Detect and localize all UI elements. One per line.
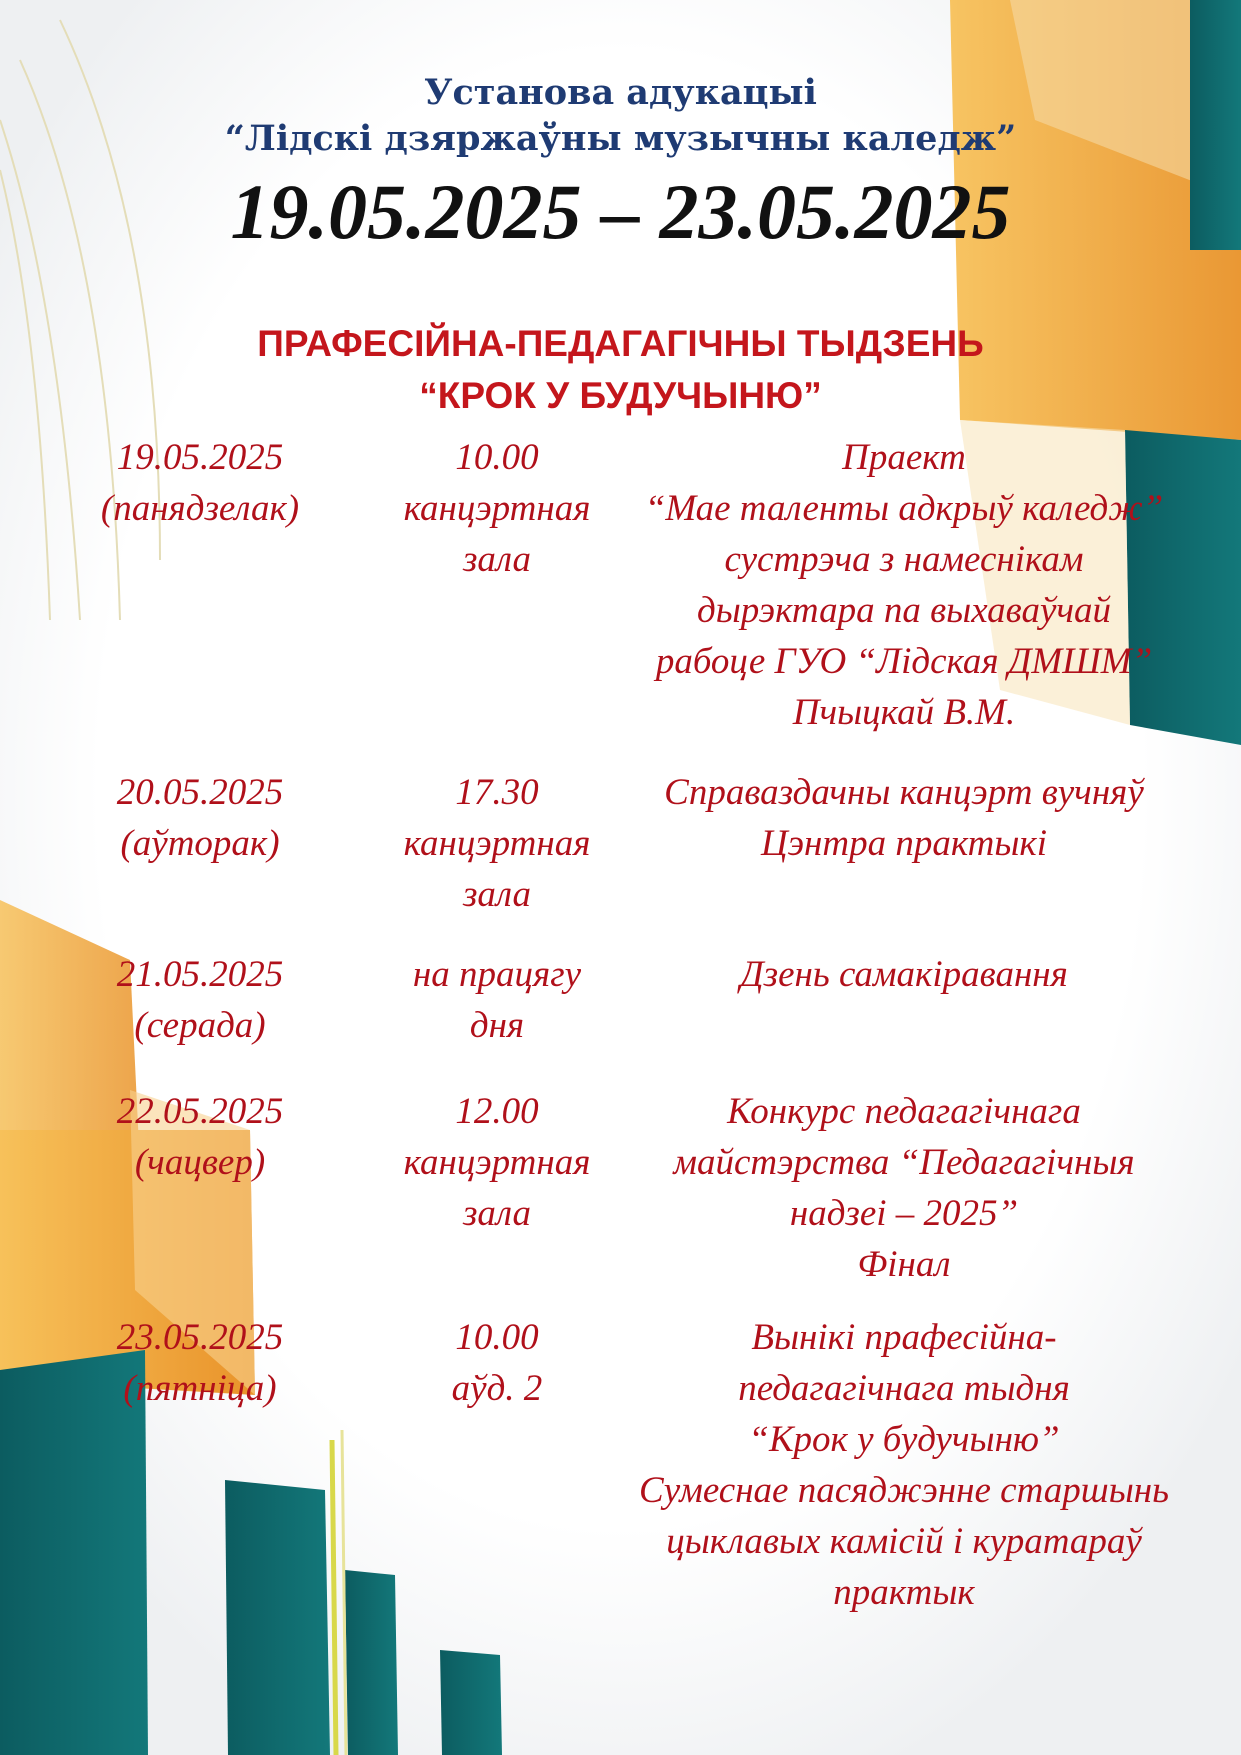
- date-range: 19.05.2025 – 23.05.2025: [230, 168, 1011, 255]
- schedule-row: [0, 1312, 1241, 1618]
- schedule-event-line: майстэрства “Педагагічныя: [673, 1142, 1135, 1183]
- schedule-event-line: Пчыцкай В.М.: [792, 692, 1016, 733]
- schedule-place-cell: [382, 949, 612, 1086]
- schedule-event-line: Фінал: [857, 1244, 951, 1285]
- schedule-time: 17.30: [455, 772, 539, 813]
- schedule-time: 12.00: [455, 1091, 539, 1132]
- schedule-date: 19.05.2025: [116, 437, 284, 478]
- schedule-row: [0, 949, 1241, 1086]
- event-title-line-2: “КРОК У БУДУЧЫНЮ”: [419, 375, 822, 416]
- schedule-event-cell: [624, 1086, 1184, 1312]
- schedule-weekday: (чацвер): [134, 1142, 266, 1183]
- schedule-event-cell: [624, 1312, 1184, 1618]
- schedule-place: канцэртная: [403, 823, 591, 864]
- schedule-weekday: (серада): [134, 1005, 266, 1046]
- schedule-event-line: цыклавых камісій і куратараў: [666, 1521, 1142, 1562]
- schedule-event-cell: [624, 432, 1184, 767]
- header: [0, 70, 1241, 258]
- schedule-event-line: Справаздачны канцэрт вучняў: [664, 772, 1144, 813]
- schedule-time: 10.00: [455, 1317, 539, 1358]
- schedule-event-cell: [624, 767, 1184, 949]
- schedule-event-line: Вынікі прафесійна-: [751, 1317, 1057, 1358]
- schedule-place-cell: [382, 432, 612, 767]
- schedule-place: аўд. 2: [451, 1368, 543, 1409]
- schedule-date-cell: [0, 1312, 400, 1618]
- schedule-date-cell: [0, 767, 400, 949]
- schedule-place-cell: [382, 1312, 612, 1618]
- schedule-place: дня: [469, 1005, 525, 1046]
- schedule-event-line: Конкурс педагагічнага: [727, 1091, 1081, 1132]
- schedule-event-line: надзеі – 2025”: [789, 1193, 1019, 1234]
- schedule: [0, 432, 1241, 1618]
- schedule-place: канцэртная: [403, 488, 591, 529]
- schedule-event-line: практык: [833, 1572, 975, 1613]
- schedule-place: зала: [462, 539, 532, 580]
- schedule-place-cell: [382, 767, 612, 949]
- schedule-date-cell: [0, 949, 400, 1086]
- schedule-event-line: Дзень самакіравання: [740, 954, 1068, 995]
- schedule-weekday: (панядзелак): [100, 488, 300, 529]
- schedule-time: 10.00: [455, 437, 539, 478]
- schedule-event-line: педагагічнага тыдня: [738, 1368, 1070, 1409]
- schedule-place: на працягу: [412, 954, 582, 995]
- schedule-row: [0, 1086, 1241, 1312]
- schedule-weekday: (аўторак): [120, 823, 280, 864]
- schedule-event-line: рабоце ГУО “Лідская ДМШМ”: [655, 641, 1153, 682]
- schedule-date: 23.05.2025: [116, 1317, 284, 1358]
- institution-line-2: “Лідскі дзяржаўны музычны каледж”: [224, 118, 1017, 159]
- schedule-event-line: Сумеснае пасяджэнне старшынь: [639, 1470, 1169, 1511]
- institution-line-1: Установа адукацыі: [424, 72, 817, 113]
- schedule-place: зала: [462, 1193, 532, 1234]
- schedule-date: 20.05.2025: [116, 772, 284, 813]
- schedule-event-line: Праект: [842, 437, 966, 478]
- schedule-event-line: “Крок у будучыню”: [748, 1419, 1060, 1460]
- schedule-date-cell: [0, 1086, 400, 1312]
- schedule-event-line: “Мае таленты адкрыў каледж”: [644, 488, 1164, 529]
- schedule-place: зала: [462, 874, 532, 915]
- schedule-place: канцэртная: [403, 1142, 591, 1183]
- schedule-event-cell: [624, 949, 1184, 1086]
- schedule-row: [0, 767, 1241, 949]
- schedule-event-line: дырэктара па выхаваўчай: [696, 590, 1112, 631]
- schedule-date-cell: [0, 432, 400, 767]
- schedule-place-cell: [382, 1086, 612, 1312]
- event-title: [0, 318, 1241, 422]
- schedule-weekday: (пятніца): [123, 1368, 277, 1409]
- schedule-event-line: Цэнтра практыкі: [760, 823, 1048, 864]
- schedule-date: 21.05.2025: [116, 954, 284, 995]
- schedule-event-line: сустрэча з намеснікам: [724, 539, 1084, 580]
- event-title-line-1: ПРАФЕСІЙНА-ПЕДАГАГІЧНЫ ТЫДЗЕНЬ: [257, 323, 984, 364]
- schedule-row: [0, 432, 1241, 767]
- schedule-date: 22.05.2025: [116, 1091, 284, 1132]
